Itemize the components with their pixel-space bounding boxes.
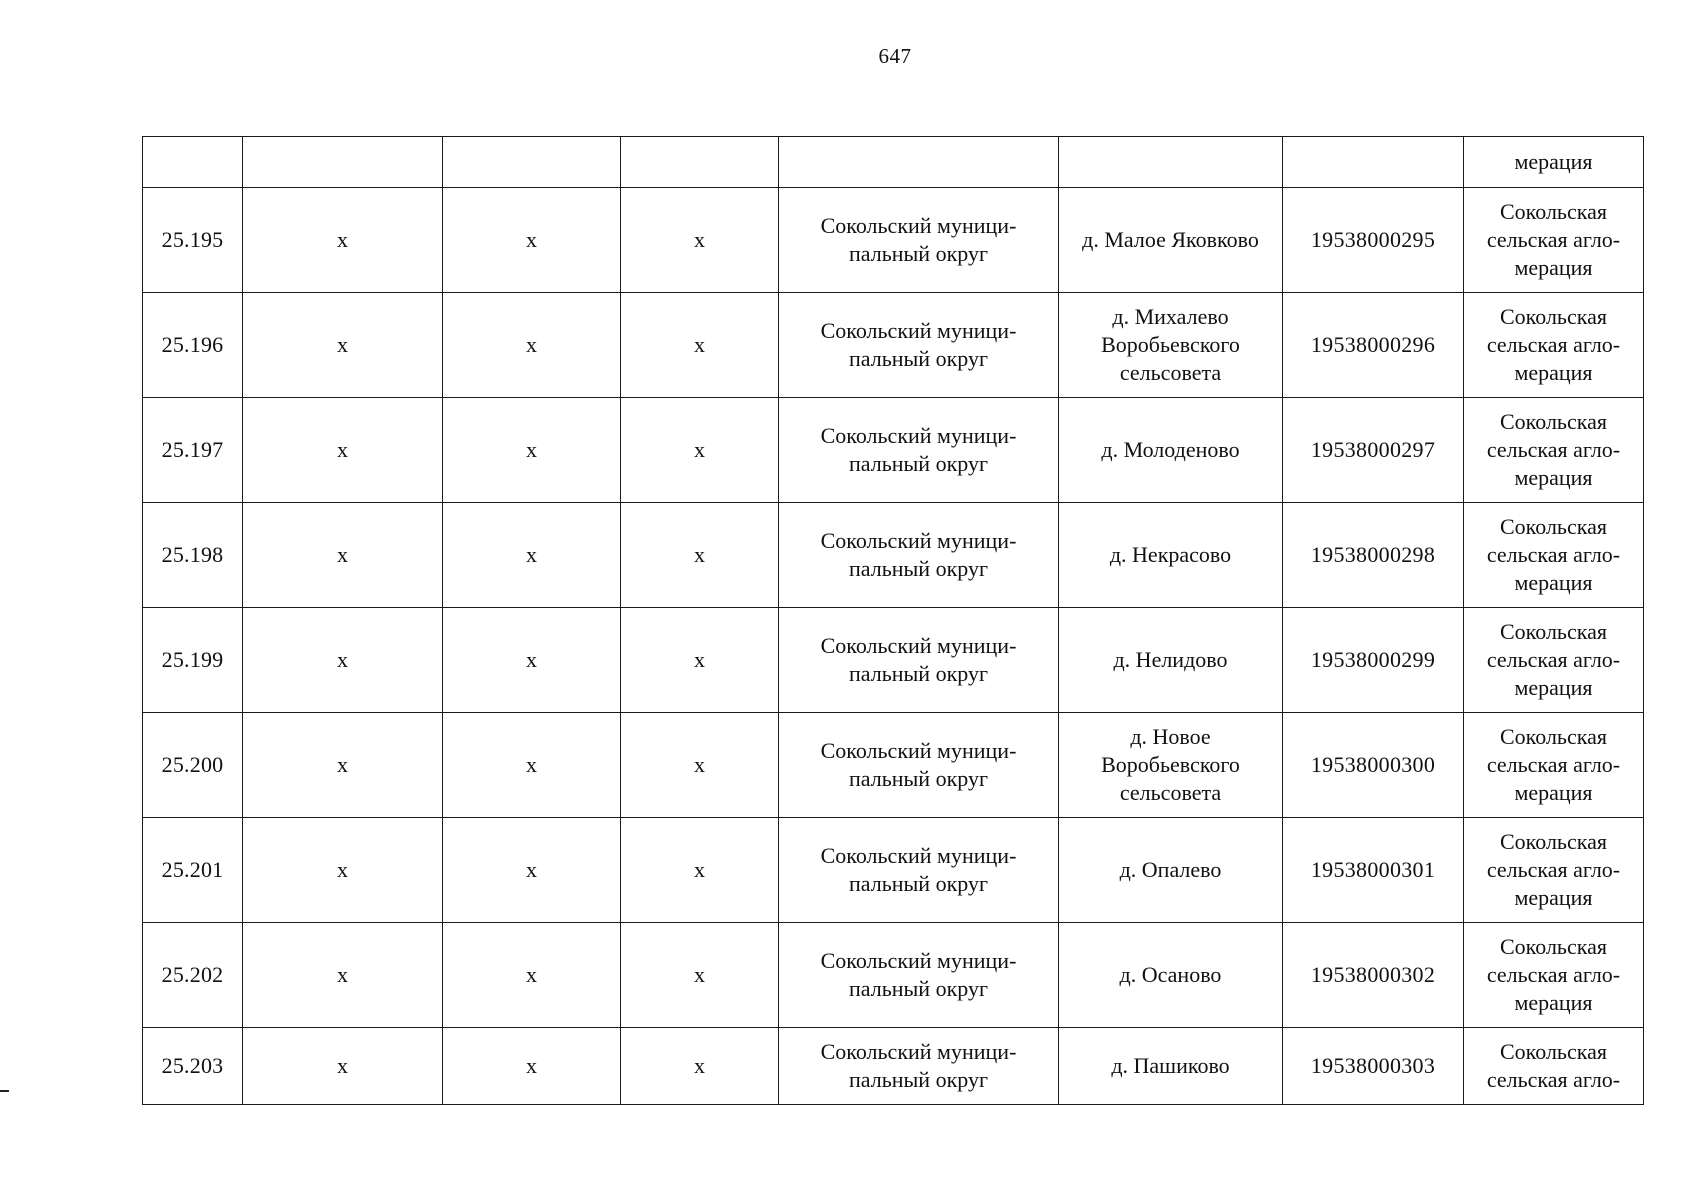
agglomeration-cell-line: Сокольская (1500, 724, 1607, 749)
agglomeration-cell-line: Сокольская (1500, 409, 1607, 434)
mark-cell-col3: x (443, 818, 621, 923)
settlement-register-table (142, 136, 1644, 1105)
mark-cell-col3: x (443, 923, 621, 1028)
settlement-cell-line: сельсовета (1119, 780, 1222, 805)
code-cell: 19538000295 (1283, 188, 1464, 293)
mark-cell-col4: x (621, 503, 779, 608)
row-number-cell: 25.196 (143, 293, 243, 398)
district-cell (779, 188, 1059, 293)
code-cell: 19538000301 (1283, 818, 1464, 923)
settlement-cell-line: Воробьевского (1101, 332, 1240, 357)
agglomeration-cell-line: сельская агло- (1486, 752, 1621, 777)
agglomeration-cell-line: Сокольская (1500, 199, 1607, 224)
mark-cell-col2: x (243, 713, 443, 818)
district-cell (779, 503, 1059, 608)
agglomeration-cell-line: сельская агло- (1486, 227, 1621, 252)
mark-cell-col3: x (443, 398, 621, 503)
district-cell (779, 923, 1059, 1028)
district-cell-line: пальный округ (849, 1067, 988, 1092)
agglomeration-cell-line: Сокольская (1500, 934, 1607, 959)
mark-cell-col3: x (443, 713, 621, 818)
agglomeration-cell (1464, 713, 1644, 818)
agglomeration-cell-line: сельская агло- (1486, 647, 1621, 672)
district-cell (779, 398, 1059, 503)
cont-cell-4 (621, 137, 779, 188)
district-cell-line: Сокольский муници- (820, 738, 1017, 763)
district-cell-line: Сокольский муници- (820, 213, 1017, 238)
mark-cell-col3: x (443, 293, 621, 398)
cont-cell-5 (779, 137, 1059, 188)
mark-cell-col4: x (621, 713, 779, 818)
settlement-cell (1059, 293, 1283, 398)
district-cell (779, 713, 1059, 818)
mark-cell-col4: x (621, 608, 779, 713)
row-number-cell: 25.197 (143, 398, 243, 503)
agglomeration-cell (1464, 608, 1644, 713)
table-row (143, 923, 1644, 1028)
settlement-cell-line: д. Пашиково (1111, 1053, 1230, 1078)
table-row (143, 188, 1644, 293)
mark-cell-col2: x (243, 923, 443, 1028)
table-row (143, 818, 1644, 923)
settlement-cell (1059, 398, 1283, 503)
cont-cell-7 (1283, 137, 1464, 188)
agglomeration-cell (1464, 818, 1644, 923)
mark-cell-col2: x (243, 608, 443, 713)
cont-cell-6 (1059, 137, 1283, 188)
settlement-cell (1059, 188, 1283, 293)
settlement-cell-line: д. Осаново (1119, 962, 1222, 987)
district-cell (779, 608, 1059, 713)
district-cell-line: пальный округ (849, 766, 988, 791)
district-cell-line: Сокольский муници- (820, 423, 1017, 448)
code-cell: 19538000303 (1283, 1028, 1464, 1105)
agglomeration-cell-line: мерация (1514, 570, 1593, 595)
district-cell-line: Сокольский муници- (820, 948, 1017, 973)
mark-cell-col2: x (243, 188, 443, 293)
district-cell-line: пальный округ (849, 976, 988, 1001)
settlement-cell (1059, 923, 1283, 1028)
district-cell (779, 293, 1059, 398)
mark-cell-col4: x (621, 1028, 779, 1105)
code-cell: 19538000299 (1283, 608, 1464, 713)
district-cell-line: пальный округ (849, 346, 988, 371)
table-row (143, 503, 1644, 608)
agglomeration-cell-line: Сокольская (1500, 304, 1607, 329)
mark-cell-col2: x (243, 293, 443, 398)
code-cell: 19538000300 (1283, 713, 1464, 818)
mark-cell-col2: x (243, 818, 443, 923)
agglomeration-cell-line: сельская агло- (1486, 542, 1621, 567)
district-cell-line: Сокольский муници- (820, 318, 1017, 343)
table-row (143, 293, 1644, 398)
mark-cell-col3: x (443, 188, 621, 293)
agglomeration-cell-line: сельская агло- (1486, 332, 1621, 357)
row-number-cell: 25.201 (143, 818, 243, 923)
agglomeration-cell-line: мерация (1514, 885, 1593, 910)
agglomeration-cell (1464, 1028, 1644, 1105)
settlement-cell-line: Воробьевского (1101, 752, 1240, 777)
mark-cell-col3: x (443, 503, 621, 608)
settlement-cell (1059, 1028, 1283, 1105)
table-row (143, 398, 1644, 503)
settlement-cell-line: д. Некрасово (1109, 542, 1232, 567)
district-cell-line: Сокольский муници- (820, 633, 1017, 658)
agglomeration-cell (1464, 398, 1644, 503)
district-cell-line: Сокольский муници- (820, 1039, 1017, 1064)
row-number-cell: 25.199 (143, 608, 243, 713)
row-number-cell: 25.200 (143, 713, 243, 818)
row-number-cell: 25.203 (143, 1028, 243, 1105)
row-number-cell: 25.198 (143, 503, 243, 608)
agglomeration-cell (1464, 503, 1644, 608)
table-row (143, 608, 1644, 713)
agglomeration-cell-line: мерация (1514, 780, 1593, 805)
mark-cell-col4: x (621, 818, 779, 923)
agglomeration-cell (1464, 188, 1644, 293)
agglomeration-cell-line: мерация (1514, 465, 1593, 490)
table-row (143, 713, 1644, 818)
settlement-cell-line: д. Михалево (1112, 304, 1229, 329)
code-cell: 19538000297 (1283, 398, 1464, 503)
code-cell: 19538000296 (1283, 293, 1464, 398)
district-cell-line: пальный округ (849, 241, 988, 266)
settlement-cell (1059, 503, 1283, 608)
mark-cell-col4: x (621, 398, 779, 503)
district-cell-line: пальный округ (849, 661, 988, 686)
settlement-cell (1059, 818, 1283, 923)
settlement-cell (1059, 713, 1283, 818)
agglomeration-cell-line: мерация (1514, 990, 1593, 1015)
district-cell (779, 1028, 1059, 1105)
settlement-cell-line: д. Нелидово (1113, 647, 1228, 672)
agglomeration-cell-line: сельская агло- (1486, 857, 1621, 882)
district-cell-line: Сокольский муници- (820, 843, 1017, 868)
continuation-row (143, 137, 1644, 188)
district-cell-line: пальный округ (849, 556, 988, 581)
mark-cell-col2: x (243, 503, 443, 608)
margin-mark (0, 1090, 9, 1092)
district-cell-line: пальный округ (849, 451, 988, 476)
mark-cell-col3: x (443, 1028, 621, 1105)
mark-cell-col4: x (621, 923, 779, 1028)
row-number-cell: 25.202 (143, 923, 243, 1028)
district-cell-line: пальный округ (849, 871, 988, 896)
agglomeration-cell (1464, 923, 1644, 1028)
agglomeration-cell-line: Сокольская (1500, 1039, 1607, 1064)
agglomeration-cell-line: Сокольская (1500, 619, 1607, 644)
mark-cell-col2: x (243, 1028, 443, 1105)
settlement-cell-line: д. Опалево (1119, 857, 1222, 882)
page-number: 647 (878, 44, 912, 68)
table-row (143, 1028, 1644, 1105)
settlement-cell-line: д. Молоденово (1101, 437, 1240, 462)
mark-cell-col3: x (443, 608, 621, 713)
settlement-cell-line: д. Малое Яковково (1082, 227, 1259, 252)
agglomeration-cell-line: Сокольская (1500, 829, 1607, 854)
mark-cell-col4: x (621, 188, 779, 293)
mark-cell-col2: x (243, 398, 443, 503)
agglomeration-cell (1464, 293, 1644, 398)
agglomeration-cell-line: сельская агло- (1486, 437, 1621, 462)
district-cell-line: Сокольский муници- (820, 528, 1017, 553)
settlement-cell-line: сельсовета (1119, 360, 1222, 385)
settlement-cell (1059, 608, 1283, 713)
row-number-cell: 25.195 (143, 188, 243, 293)
mark-cell-col4: x (621, 293, 779, 398)
cont-cell-1 (143, 137, 243, 188)
table-body (143, 137, 1644, 1105)
cont-cell-2 (243, 137, 443, 188)
settlement-cell-line: д. Новое (1130, 724, 1211, 749)
cont-cell-3 (443, 137, 621, 188)
code-cell: 19538000298 (1283, 503, 1464, 608)
agglomeration-cell-line: сельская агло- (1486, 1067, 1621, 1092)
agglomeration-cell-line: мерация (1514, 360, 1593, 385)
agglomeration-cell-line: мерация (1514, 675, 1593, 700)
cont-cell-agglomeration: мерация (1464, 137, 1644, 188)
agglomeration-cell-line: мерация (1514, 255, 1593, 280)
agglomeration-cell-line: сельская агло- (1486, 962, 1621, 987)
agglomeration-cell-line: Сокольская (1500, 514, 1607, 539)
code-cell: 19538000302 (1283, 923, 1464, 1028)
district-cell (779, 818, 1059, 923)
